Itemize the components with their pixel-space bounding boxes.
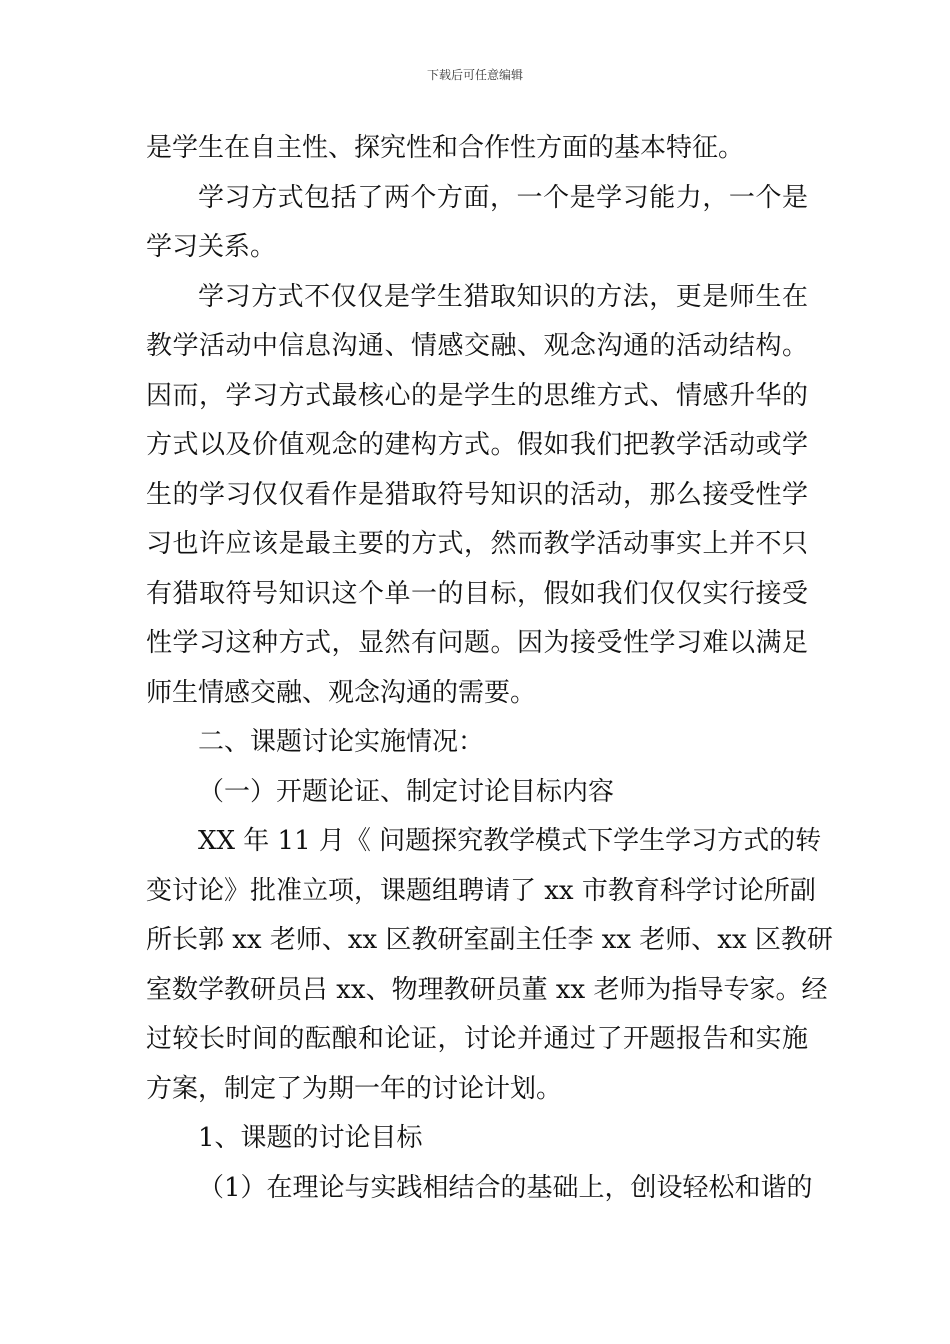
text-line: 室数学教研员吕 xx、物理教研员董 xx 老师为指导专家。经 bbox=[146, 974, 828, 1005]
subsection-heading: （一）开题论证、制定讨论目标内容 bbox=[198, 776, 615, 807]
section-heading: 二、课题讨论实施情况： bbox=[198, 727, 485, 757]
page-header: 下载后可任意编辑 bbox=[426, 68, 523, 82]
text-line: 习也许应该是最主要的方式，然而教学活动事实上并不只 bbox=[146, 529, 808, 559]
document-body bbox=[146, 124, 833, 1213]
text-line: 生的学习仅仅看作是猎取符号知识的活动，那么接受性学 bbox=[146, 479, 808, 510]
text-line: 过较长时间的酝酿和论证，讨论并通过了开题报告和实施 bbox=[146, 1024, 808, 1054]
text-line: 因而，学习方式最核心的是学生的思维方式、情感升华的 bbox=[146, 380, 808, 411]
text-line: 性学习这种方式，显然有问题。因为接受性学习难以满足 bbox=[146, 628, 808, 658]
text-line: 学习方式包括了两个方面，一个是学习能力，一个是 bbox=[198, 182, 808, 213]
text-line: 教学活动中信息沟通、情感交融、观念沟通的活动结构。 bbox=[146, 331, 808, 361]
text-line: 方案，制定了为期一年的讨论计划。 bbox=[146, 1073, 563, 1104]
text-line: 学习关系。 bbox=[146, 232, 277, 262]
text-line: （1）在理论与实践相结合的基础上，创设轻松和谐的 bbox=[198, 1172, 813, 1203]
text-line: 学习方式不仅仅是学生猎取知识的方法，更是师生在 bbox=[198, 281, 808, 312]
item-heading: 1、课题的讨论目标 bbox=[198, 1123, 423, 1153]
text-line: 是学生在自主性、探究性和合作性方面的基本特征。 bbox=[146, 133, 745, 163]
text-line: 变讨论》批准立项，课题组聘请了 xx 市教育科学讨论所副 bbox=[146, 875, 816, 906]
text-line: 有猎取符号知识这个单一的目标，假如我们仅仅实行接受 bbox=[146, 578, 808, 609]
text-line: 所长郭 xx 老师、xx 区教研室副主任李 xx 老师、xx 区教研 bbox=[146, 925, 833, 955]
text-line: 方式以及价值观念的建构方式。假如我们把教学活动或学 bbox=[146, 430, 808, 460]
text-line: 师生情感交融、观念沟通的需要。 bbox=[146, 677, 537, 708]
text-line: XX 年 11 月《 问题探究教学模式下学生学习方式的转 bbox=[198, 826, 822, 856]
